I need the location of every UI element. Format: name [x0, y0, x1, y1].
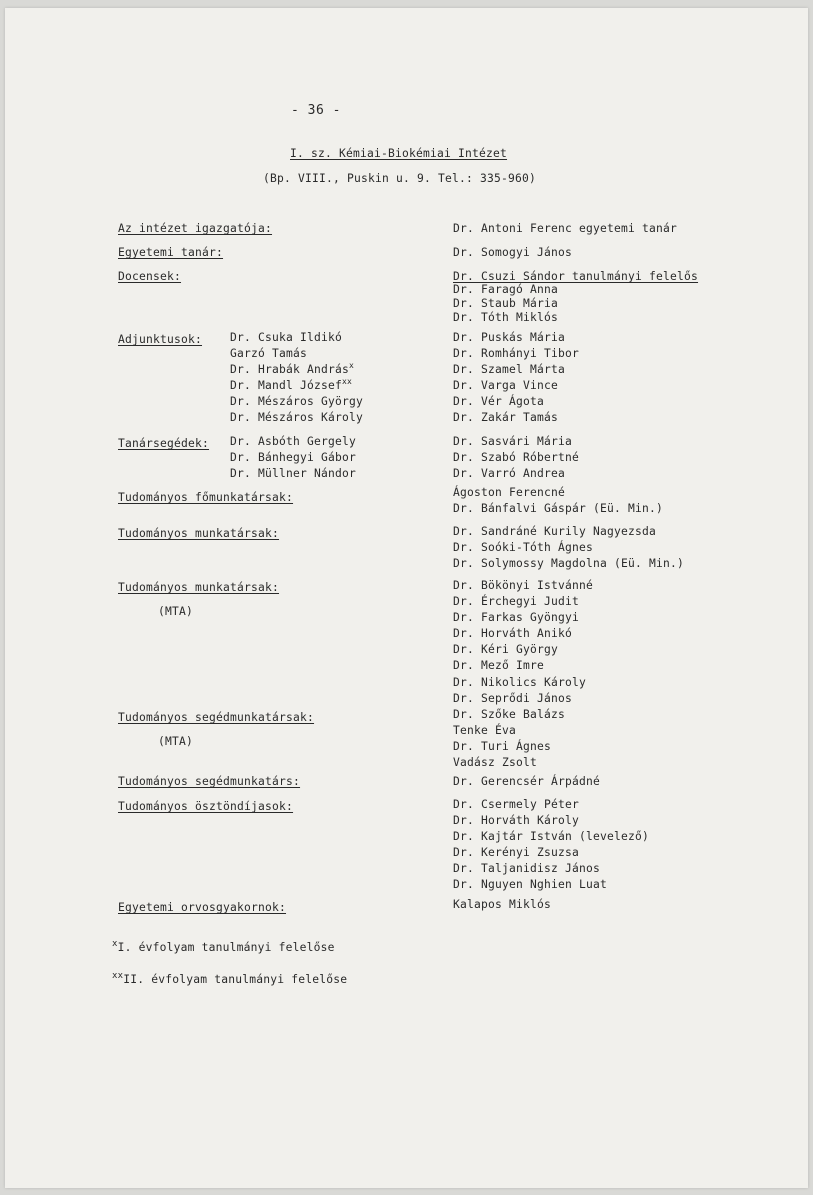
list-item: Dr. Kajtár István (levelező): [453, 830, 650, 844]
professor-label: Egyetemi tanár:: [118, 246, 224, 259]
list-item: Dr. Mező Imre: [453, 659, 545, 673]
list-item: Dr. Vér Ágota: [453, 395, 545, 409]
page-number: - 36 -: [291, 103, 341, 118]
list-item: Tenke Éva: [453, 724, 517, 738]
footnote-mark: xx: [112, 971, 124, 981]
footnote-text: II. évfolyam tanulmányi felelőse: [123, 973, 348, 986]
assistant-researcher-name: Dr. Gerencsér Árpádné: [453, 775, 601, 788]
docents-label: Docensek:: [118, 270, 182, 283]
list-item: Dr. Kéri György: [453, 643, 559, 657]
researchers-list: [453, 524, 684, 572]
list-item: Dr. Puskás Mária: [453, 331, 566, 344]
list-item: Dr. Varró Andrea: [453, 467, 566, 481]
footnote-mark: x: [112, 939, 118, 949]
list-item: Dr. Sandráné Kurily Nagyezsda: [453, 525, 657, 538]
list-item: Dr. Szőke Balázs: [453, 708, 566, 721]
list-item: Dr. Kerényi Zsuzsa: [453, 846, 580, 860]
list-item: Dr. Csermely Péter: [453, 798, 580, 811]
institute-title: I. sz. Kémiai-Biokémiai Intézet: [290, 147, 508, 160]
list-item: Dr. Mészáros Károly: [230, 411, 364, 425]
list-item: Dr. Bánfalvi Gáspár (Eü. Min.): [453, 502, 664, 516]
list-item: Dr. Hrabák András$^x$: [230, 361, 355, 377]
list-item: Dr. Szamel Márta: [453, 363, 566, 377]
list-item: Garzó Tamás: [230, 347, 308, 361]
list-item: Dr. Müllner Nándor: [230, 467, 357, 481]
list-item: Dr. Nguyen Nghien Luat: [453, 878, 608, 892]
scholarship-holders-label: Tudományos ösztöndíjasok:: [118, 800, 294, 813]
list-item: Dr. Bánhegyi Gábor: [230, 451, 357, 465]
list-item: Dr. Szabó Róbertné: [453, 451, 580, 465]
footnote-mark: x: [349, 361, 355, 371]
docent-name-4: Dr. Tóth Miklós: [453, 311, 559, 324]
docent-name-2: Dr. Faragó Anna: [453, 283, 559, 296]
list-item: Dr. Soóki-Tóth Ágnes: [453, 541, 594, 555]
institute-address: (Bp. VIII., Puskin u. 9. Tel.: 335-960): [263, 172, 537, 185]
list-item: Dr. Varga Vince: [453, 379, 559, 393]
footnote-2: [112, 970, 347, 986]
docent-name-1: Dr. Csuzi Sándor tanulmányi felelős: [453, 270, 699, 283]
list-item: Dr. Horváth Anikó: [453, 627, 573, 641]
list-item: Dr. Seprődi János: [453, 691, 573, 705]
list-item: Dr. Sasvári Mária: [453, 435, 573, 448]
scholarship-holders-list: [453, 797, 649, 894]
list-item: Vadász Zsolt: [453, 756, 538, 770]
assistant-researchers-mta-list: [453, 707, 565, 771]
list-item: Dr. Nikolics Károly: [453, 675, 587, 689]
assistants-right-list: [453, 434, 579, 482]
senior-researchers-label: Tudományos főmunkatársak:: [118, 491, 294, 504]
assistant-researcher-label: Tudományos segédmunkatárs:: [118, 775, 301, 788]
list-item: Dr. Asbóth Gergely: [230, 435, 357, 448]
list-item: Dr. Horváth Károly: [453, 814, 580, 828]
trainees-label: Egyetemi orvosgyakornok:: [118, 901, 287, 914]
document-page: [5, 8, 808, 1188]
adjuncts-left-list: [230, 330, 363, 427]
footnote-text: I. évfolyam tanulmányi felelőse: [117, 941, 335, 954]
assistant-researchers-mta-label: Tudományos segédmunkatársak:: [118, 711, 315, 724]
list-item: Dr. Mészáros György: [230, 395, 364, 409]
adjuncts-right-list: [453, 330, 579, 427]
researchers-mta-label: Tudományos munkatársak:: [118, 581, 280, 594]
list-item: Dr. Romhányi Tibor: [453, 347, 580, 361]
list-item: Dr. Csuka Ildikó: [230, 331, 343, 344]
assistant-researchers-mta-sublabel: (MTA): [158, 735, 194, 748]
senior-researchers-list: [453, 485, 663, 517]
list-item: Dr. Zakár Tamás: [453, 411, 559, 425]
list-item: Dr. Farkas Gyöngyi: [453, 611, 580, 625]
researchers-mta-list: [453, 578, 593, 707]
researchers-mta-sublabel: (MTA): [158, 605, 194, 618]
assistants-left-list: [230, 434, 356, 482]
list-item: Dr. Turi Ágnes: [453, 740, 552, 754]
list-item: Dr. Mandl József$^{xx}$: [230, 377, 353, 393]
list-item: Dr. Taljanidisz János: [453, 862, 601, 876]
list-item: Dr. Érchegyi Judit: [453, 595, 580, 609]
director-name: Dr. Antoni Ferenc egyetemi tanár: [453, 222, 678, 235]
footnote-mark: xx: [342, 377, 353, 387]
director-label: Az intézet igazgatója:: [118, 222, 273, 235]
footnote-1: [112, 938, 335, 954]
list-item: Ágoston Ferencné: [453, 486, 566, 499]
professor-name: Dr. Somogyi János: [453, 246, 573, 259]
trainee-name: Kalapos Miklós: [453, 898, 552, 911]
researchers-label: Tudományos munkatársak:: [118, 527, 280, 540]
docent-name-3: Dr. Staub Mária: [453, 297, 559, 310]
adjuncts-label: Adjunktusok:: [118, 333, 203, 346]
list-item: Dr. Solymossy Magdolna (Eü. Min.): [453, 557, 685, 571]
assistants-label: Tanársegédek:: [118, 437, 210, 450]
list-item: Dr. Bökönyi Istvánné: [453, 579, 594, 592]
